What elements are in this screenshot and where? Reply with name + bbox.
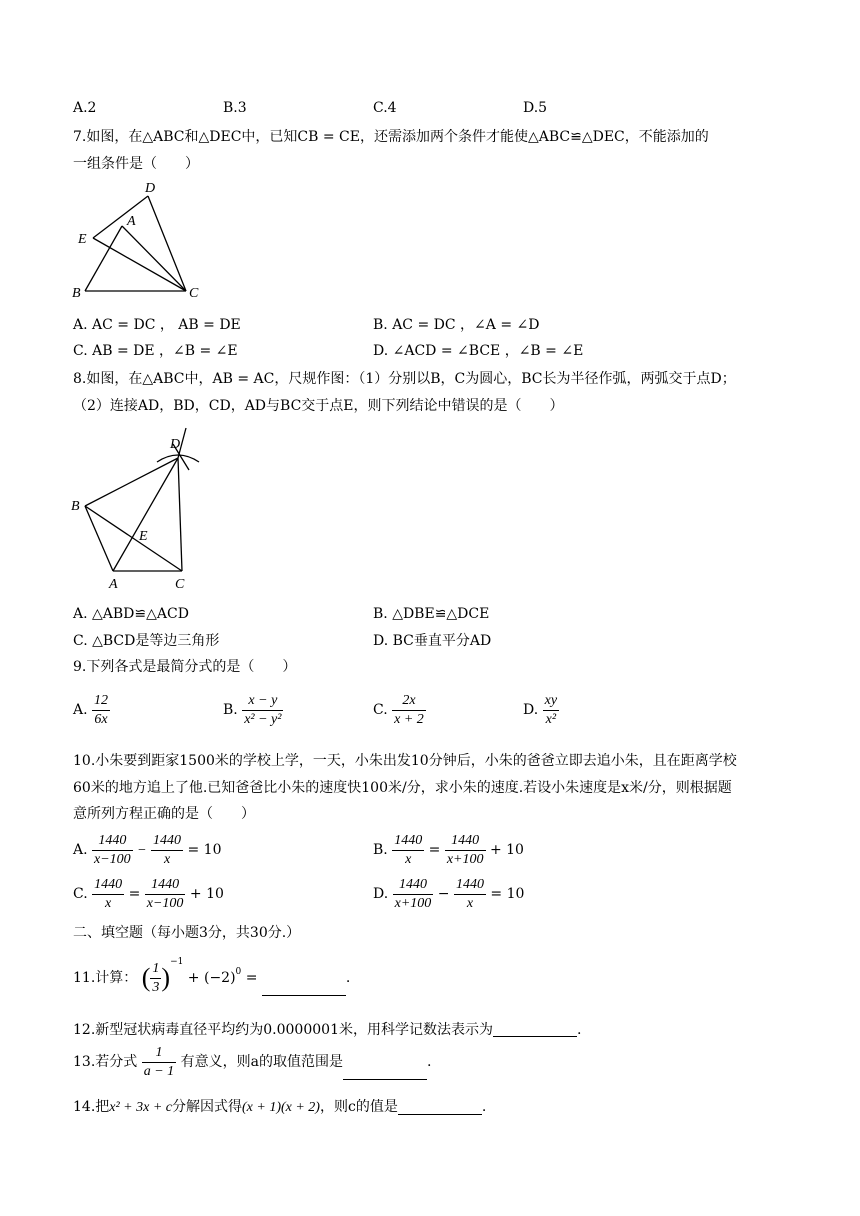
q10-option-a <box>73 832 222 868</box>
q14-factored: (x + 1)(x + 2) <box>242 1100 320 1115</box>
q11-numerator: 1 <box>150 960 161 979</box>
q10-c-operator: = <box>128 886 141 902</box>
q8-option-a: A. △ABD≌△ACD <box>73 606 189 622</box>
q8-figure <box>65 424 205 594</box>
q9-option-a-prefix: A. <box>73 702 88 718</box>
q10-a-den-2: x <box>163 851 171 867</box>
q11-exponent: −1 <box>170 957 184 967</box>
q10-d-prefix: D. <box>373 886 389 902</box>
q10-option-c <box>73 876 224 912</box>
q10-stem-line3: 意所列方程正确的是（ ） <box>73 806 255 822</box>
q11 <box>73 958 350 996</box>
q8-option-b: B. △DBE≌△DCE <box>373 606 490 622</box>
q9-option-c-prefix: C. <box>373 702 388 718</box>
q14-expression: x² + 3x + c <box>109 1100 172 1115</box>
q11-prefix: 11.计算： <box>73 970 138 986</box>
q12 <box>73 1022 581 1037</box>
q9-option-d <box>523 692 559 728</box>
q12-period: . <box>576 1022 582 1038</box>
q10-b-fraction-1 <box>392 832 424 868</box>
q9-b-denominator: x² − y² <box>244 711 282 727</box>
q7-option-a: A. AC = DC ， AB = DE <box>73 317 241 333</box>
q9-option-c-fraction <box>392 692 426 728</box>
q12-text: 12.新型冠状病毒直径平均约为0.0000001米，用科学记数法表示为 <box>73 1022 493 1038</box>
q8-label-e: E <box>139 529 148 544</box>
q9-c-numerator: 2x <box>392 692 426 711</box>
q7-option-d: D. ∠ACD = ∠BCE ，∠B = ∠E <box>373 343 584 359</box>
q8-stem-line1: 8.如图，在△ABC中，AB = AC，尺规作图：（1）分别以B，C为圆心，BC长为半径作弧，两弧交于点D； <box>73 371 736 387</box>
q9-option-d-fraction <box>543 692 559 728</box>
q10-b-prefix: B. <box>373 842 388 858</box>
q10-a-den-1: x−100 <box>94 851 131 867</box>
q8-option-c: C. △BCD是等边三角形 <box>73 633 220 649</box>
q10-b-fraction-2 <box>445 832 486 868</box>
q14 <box>73 1100 486 1115</box>
q9-option-b-fraction <box>242 692 283 728</box>
q10-c-prefix: C. <box>73 886 88 902</box>
q7-figure <box>65 178 215 303</box>
q8-stem-line2: （2）连接AD，BD，CD，AD与BC交于点E，则下列结论中错误的是（ ） <box>73 398 564 414</box>
q8-option-d: D. BC垂直平分AD <box>373 633 492 649</box>
q7-label-e: E <box>78 232 87 247</box>
q10-a-num-1: 1440 <box>92 832 133 851</box>
q10-c-fraction-1 <box>92 876 124 912</box>
q13-denominator: a − 1 <box>143 1063 175 1079</box>
q6-option-a: A.2 <box>73 100 97 116</box>
q14-period: . <box>481 1099 487 1115</box>
q9-c-denominator: x + 2 <box>394 711 424 727</box>
q7-segment-dc <box>148 196 186 291</box>
q11-fraction <box>150 960 161 996</box>
q10-b-den-1: x <box>405 851 412 867</box>
q7-label-d: D <box>145 181 156 196</box>
q10-c-den-2: x−100 <box>146 895 184 911</box>
q14-suffix: ，则c的值是 <box>319 1099 398 1115</box>
q10-d-rhs: = 10 <box>490 886 525 902</box>
q7-label-b: B <box>72 286 81 301</box>
q7-stem-line1: 7.如图，在△ABC和△DEC中，已知CB = CE，还需添加两个条件才能使△ABC≌△DEC，不能添加的 <box>73 129 709 145</box>
q7-option-b: B. AC = DC ，∠A = ∠D <box>373 317 540 333</box>
q11-answer-blank[interactable] <box>262 981 346 996</box>
q13-answer-blank[interactable] <box>343 1065 427 1080</box>
q10-c-den-1: x <box>105 895 112 911</box>
q10-option-d <box>373 876 524 912</box>
q13 <box>73 1044 431 1080</box>
q8-segment-dc <box>178 458 182 571</box>
q9-option-c <box>373 692 426 728</box>
q13-numerator: 1 <box>142 1044 176 1063</box>
q7-option-c: C. AB = DE ，∠B = ∠E <box>73 343 238 359</box>
q8-label-d: D <box>170 437 181 452</box>
q9-d-denominator: x² <box>545 711 557 727</box>
q10-b-rhs: + 10 <box>489 842 524 858</box>
q7-label-c: C <box>189 286 199 301</box>
q10-a-fraction-2 <box>151 832 183 868</box>
q10-c-num-2: 1440 <box>145 876 186 895</box>
q9-option-a <box>73 692 110 728</box>
q8-label-a: A <box>109 577 118 592</box>
q14-prefix: 14.把 <box>73 1099 110 1115</box>
q7-segment-ba <box>85 226 122 291</box>
q11-exponent-zero: 0 <box>235 967 242 977</box>
q11-period: . <box>345 970 351 986</box>
q7-segment-ac <box>122 226 186 291</box>
q14-answer-blank[interactable] <box>398 1100 482 1115</box>
q10-a-prefix: A. <box>73 842 88 858</box>
q10-d-num-2: 1440 <box>454 876 486 895</box>
q10-a-rhs: = 10 <box>187 842 222 858</box>
q13-prefix: 13.若分式 <box>73 1054 138 1070</box>
q10-d-fraction-1 <box>393 876 434 912</box>
q10-option-b <box>373 832 524 868</box>
q11-right-paren: ) <box>161 963 171 992</box>
q10-b-den-2: x+100 <box>446 851 484 867</box>
q10-b-num-2: 1440 <box>445 832 486 851</box>
q6-option-c: C.4 <box>373 100 397 116</box>
q9-option-b <box>223 692 283 728</box>
q7-segment-ec <box>93 238 186 291</box>
q9-a-numerator: 12 <box>92 692 110 711</box>
q6-option-b: B.3 <box>223 100 247 116</box>
q10-a-num-2: 1440 <box>151 832 183 851</box>
q10-d-den-2: x <box>466 895 474 911</box>
q11-left-paren: ( <box>141 963 151 992</box>
q10-a-fraction-1 <box>92 832 133 868</box>
q10-stem-line2: 60米的地方追上了他.已知爸爸比小朱的速度快100米/分，求小朱的速度.若设小朱速度是x米/分，则根据题 <box>73 780 732 796</box>
q11-denominator: 3 <box>152 979 160 995</box>
q8-label-c: C <box>175 577 185 592</box>
q13-fraction <box>142 1044 176 1080</box>
q10-b-operator: = <box>428 842 441 858</box>
q7-stem-line2: 一组条件是（ ） <box>73 156 199 172</box>
q9-b-numerator: x − y <box>242 692 283 711</box>
q14-mid: 分解因式得 <box>172 1099 242 1115</box>
q7-segment-ed <box>93 196 148 238</box>
q12-answer-blank[interactable] <box>493 1022 577 1037</box>
q9-option-b-prefix: B. <box>223 702 238 718</box>
q13-period: . <box>426 1054 432 1070</box>
q13-suffix: 有意义，则a的取值范围是 <box>180 1054 343 1070</box>
q10-b-num-1: 1440 <box>392 832 424 851</box>
q10-c-num-1: 1440 <box>92 876 124 895</box>
q10-a-operator: − <box>137 843 147 858</box>
q9-option-a-fraction <box>92 692 110 728</box>
q11-rest: + (−2) <box>187 970 236 986</box>
q7-label-a: A <box>127 214 136 229</box>
q10-d-fraction-2 <box>454 876 486 912</box>
q8-label-b: B <box>71 499 80 514</box>
q9-stem: 9.下列各式是最简分式的是（ ） <box>73 659 297 675</box>
section-2-title: 二、填空题（每小题3分，共30分.） <box>73 925 301 941</box>
q10-d-operator: − <box>437 886 450 902</box>
q10-d-num-1: 1440 <box>393 876 434 895</box>
q10-c-rhs: + 10 <box>189 886 224 902</box>
q10-stem-line1: 10.小朱要到距家1500米的学校上学，一天，小朱出发10分钟后，小朱的爸爸立即去追小朱，且在距离学校 <box>73 753 737 769</box>
q10-c-fraction-2 <box>145 876 186 912</box>
q11-equals: = <box>241 970 262 986</box>
q9-option-d-prefix: D. <box>523 702 539 718</box>
q9-a-denominator: 6x <box>94 711 108 727</box>
q10-d-den-1: x+100 <box>394 895 432 911</box>
q6-option-d: D.5 <box>523 100 548 116</box>
q9-d-numerator: xy <box>543 692 559 711</box>
